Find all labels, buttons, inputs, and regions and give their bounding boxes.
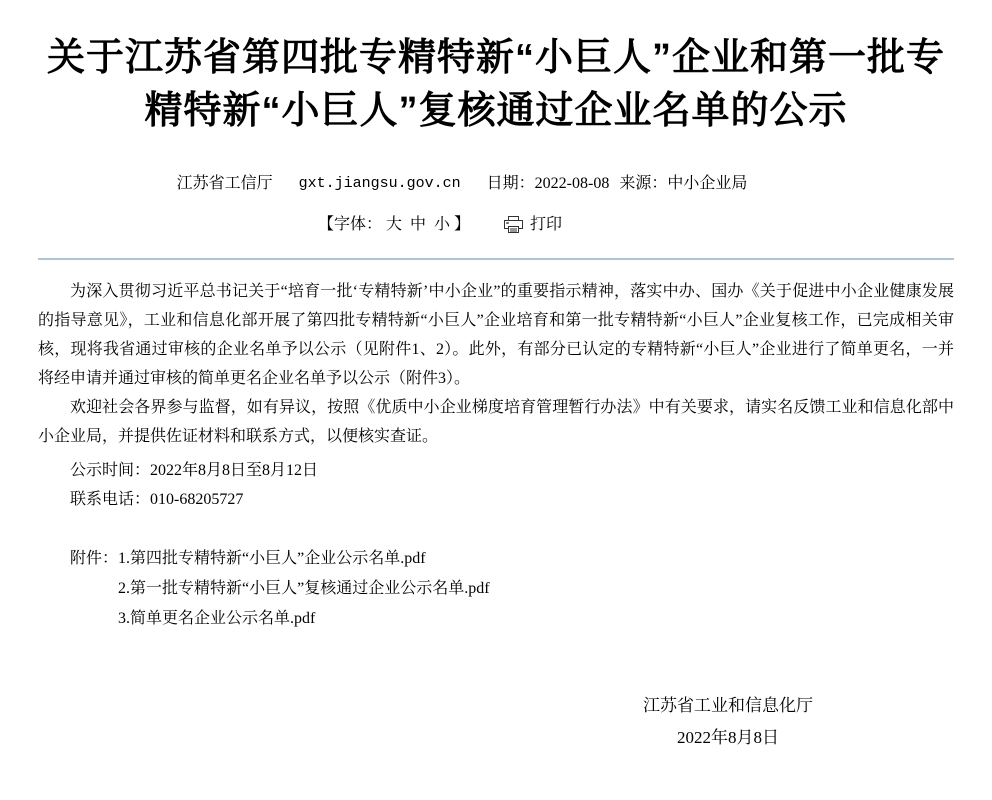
paragraph-2: 欢迎社会各界参与监督，如有异议，按照《优质中小企业梯度培育管理暂行办法》中有关要求，请实名反馈工业和信息化部中小企业局，并提供佐证材料和联系方式，以便核实查证。 (38, 399, 954, 445)
attachment-link-3[interactable]: 3.简单更名企业公示名单.pdf (118, 610, 316, 627)
attachment-link-1[interactable]: 1.第四批专精特新“小巨人”企业公示名单.pdf (118, 550, 426, 567)
meta-source-org: 江苏省工信厅 (176, 175, 273, 192)
announcement-page (0, 32, 992, 754)
signature-block (643, 690, 813, 754)
printer-icon (504, 216, 523, 234)
print-button[interactable] (504, 215, 562, 235)
meta-site-url: gxt.jiangsu.gov.cn (298, 175, 461, 192)
contact-phone: 联系电话：010-68205727 (70, 491, 244, 508)
divider (38, 258, 954, 260)
meta-origin: 来源：中小企业局 (619, 175, 748, 192)
font-size-suffix: 】 (454, 216, 471, 233)
font-medium-button[interactable]: 中 (409, 216, 426, 233)
publicity-time: 公示时间：2022年8月8日至8月12日 (70, 462, 319, 479)
signature-org: 江苏省工业和信息化厅 (643, 696, 813, 715)
meta-line (38, 174, 954, 194)
attachment-link-2[interactable]: 2.第一批专精特新“小巨人”复核通过企业公示名单.pdf (118, 580, 490, 597)
title-line-2: 精特新“小巨人”复核通过企业名单的公示 (144, 90, 848, 132)
font-size-prefix: 【字体： (317, 216, 382, 233)
title-line-1: 关于江苏省第四批专精特新“小巨人”企业和第一批专 (46, 37, 945, 79)
toolbar (38, 215, 954, 235)
attachments-block (70, 544, 954, 634)
attachments-label: 附件： (70, 550, 119, 567)
document-body (38, 277, 954, 514)
meta-date: 日期：2022-08-08 (486, 175, 610, 192)
font-small-button[interactable]: 小 (434, 216, 451, 233)
signature-date: 2022年8月8日 (677, 728, 779, 747)
font-large-button[interactable]: 大 (385, 216, 402, 233)
attachments-list (118, 544, 490, 634)
page-title (38, 32, 954, 138)
font-size-control (318, 215, 470, 235)
paragraph-1: 为深入贯彻习近平总书记关于“培育一批‘专精特新’中小企业”的重要指示精神，落实中办、国办《关于促进中小企业健康发展的指导意见》，工业和信息化部开展了第四批专精特新“小巨人”企业培育和第一批专精特新“小巨人”企业复核工作，已完成相关审核，现将我省通过审核的企业名单予以公示（见附件1、2）。此外，有部分已认定的专精特新“小巨人”企业进行了简单更名，一并将经申请并通过审核的简单更名企业名单予以公示（附件3）。 (38, 283, 954, 387)
print-label: 打印 (530, 216, 563, 233)
